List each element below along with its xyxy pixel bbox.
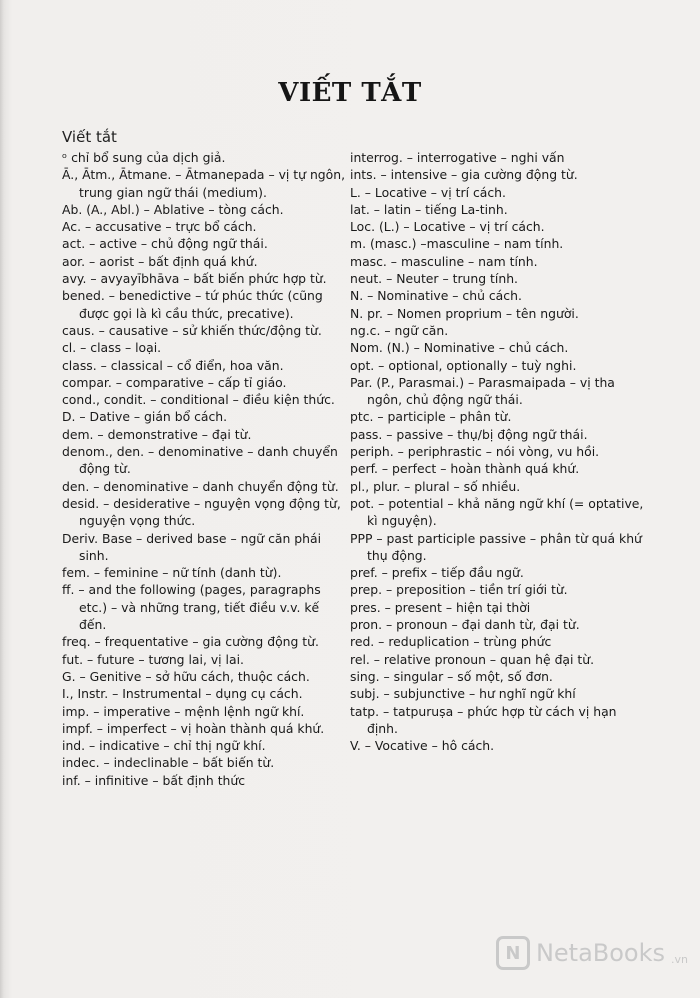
abbreviation-entry: N. – Nominative – chủ cách. bbox=[350, 288, 522, 304]
abbreviation-entry: imp. – imperative – mệnh lệnh ngữ khí. bbox=[62, 703, 305, 719]
abbreviation-entry: neut. – Neuter – trung tính. bbox=[350, 271, 518, 287]
abbreviation-entry: sing. – singular – số một, số đơn. bbox=[350, 668, 553, 684]
abbreviation-entry: opt. – optional, optionally – tuỳ nghi. bbox=[350, 357, 577, 373]
abbreviation-entry: Ac. – accusative – trực bổ cách. bbox=[62, 219, 257, 235]
abbreviation-entry: red. – reduplication – trùng phức bbox=[350, 634, 552, 650]
abbreviation-entry: inf. – infinitive – bất định thức bbox=[62, 772, 246, 788]
abbreviation-entry: desid. – desiderative – nguyện vọng động từ, nguyện vọng thức. bbox=[62, 495, 341, 529]
abbreviation-entry: pref. – prefix – tiếp đầu ngữ. bbox=[350, 565, 524, 581]
abbreviation-entry: pres. – present – hiện tại thời bbox=[350, 599, 531, 615]
abbreviation-entry: masc. – masculine – nam tính. bbox=[350, 253, 538, 269]
abbreviation-entry: den. – denominative – danh chuyển động từ. bbox=[62, 478, 339, 494]
abbreviation-entry: ng.c. – ngữ căn. bbox=[350, 322, 449, 338]
abbreviation-entry: cond., condit. – conditional – điều kiện thức. bbox=[62, 392, 335, 408]
abbreviation-entry: pl., plur. – plural – số nhiều. bbox=[350, 478, 521, 494]
watermark-suffix: .vn bbox=[671, 953, 688, 966]
abbreviation-entry: m. (masc.) –masculine – nam tính. bbox=[350, 236, 564, 252]
netabooks-logo-icon: N bbox=[496, 936, 530, 970]
abbreviation-entry: indec. – indeclinable – bất biến từ. bbox=[62, 755, 275, 771]
abbreviation-entry: periph. – periphrastic – nói vòng, vu hồi. bbox=[350, 444, 600, 460]
abbreviation-entry: V. – Vocative – hô cách. bbox=[350, 738, 495, 754]
abbreviation-entry: act. – active – chủ động ngữ thái. bbox=[62, 236, 268, 252]
watermark-brand: NetaBooks bbox=[535, 939, 666, 967]
abbreviation-entry: prep. – preposition – tiền trí giới từ. bbox=[350, 582, 568, 598]
abbreviation-entry: avy. – avyayībhāva – bất biến phức hợp từ. bbox=[62, 271, 327, 287]
abbreviation-entry: Nom. (N.) – Nominative – chủ cách. bbox=[350, 340, 569, 356]
abbreviation-entry: Par. (P., Parasmai.) – Parasmaipada – vị tha ngôn, chủ động ngữ thái. bbox=[350, 374, 615, 408]
abbreviation-list-left bbox=[62, 149, 347, 789]
abbreviation-entry: fem. – feminine – nữ tính (danh từ). bbox=[62, 565, 282, 581]
abbreviation-entry: D. – Dative – gián bổ cách. bbox=[62, 409, 228, 425]
page-title: VIẾT TẮT bbox=[278, 78, 422, 108]
abbreviation-entry: ptc. – participle – phân từ. bbox=[350, 409, 512, 425]
abbreviation-entry: Deriv. Base – derived base – ngữ căn phái sinh. bbox=[62, 530, 322, 563]
abbreviation-entry: class. – classical – cổ điển, hoa văn. bbox=[62, 357, 284, 373]
abbreviation-entry: aor. – aorist – bất định quá khứ. bbox=[62, 253, 258, 269]
abbreviation-entry: pot. – potential – khả năng ngữ khí (= optative, kì nguyện). bbox=[350, 495, 644, 529]
watermark bbox=[496, 936, 688, 970]
abbreviation-entry: subj. – subjunctive – hư nghĩ ngữ khí bbox=[350, 686, 576, 702]
abbreviation-entry: N. pr. – Nomen proprium – tên người. bbox=[350, 305, 579, 321]
abbreviation-entry: ᵒ chỉ bổ sung của dịch giả. bbox=[62, 150, 226, 165]
abbreviation-entry: cl. – class – loại. bbox=[62, 340, 162, 356]
abbreviation-entry: Ab. (A., Abl.) – Ablative – tòng cách. bbox=[62, 201, 284, 217]
abbreviation-entry: rel. – relative pronoun – quan hệ đại từ. bbox=[350, 651, 595, 667]
abbreviation-entry: lat. – latin – tiếng La-tinh. bbox=[350, 201, 508, 217]
abbreviation-entry: caus. – causative – sử khiến thức/động từ. bbox=[62, 322, 322, 338]
abbreviation-entry: PPP – past participle passive – phân từ quá khứ thụ động. bbox=[350, 530, 642, 563]
abbreviation-entry: interrog. – interrogative – nghi vấn bbox=[350, 150, 565, 165]
abbreviation-entry: fut. – future – tương lai, vị lai. bbox=[62, 651, 244, 667]
abbreviation-entry: tatp. – tatpuruṣa – phức hợp từ cách vị hạn định. bbox=[350, 703, 617, 736]
abbreviation-entry: Loc. (L.) – Locative – vị trí cách. bbox=[350, 219, 545, 235]
abbreviation-entry: perf. – perfect – hoàn thành quá khứ. bbox=[350, 461, 580, 477]
abbreviation-entry: ff. – and the following (pages, paragraphs etc.) – và những trang, tiết điều v.v. kế đến. bbox=[62, 582, 321, 633]
abbreviation-entry: dem. – demonstrative – đại từ. bbox=[62, 426, 252, 442]
abbreviation-list-right bbox=[350, 149, 650, 754]
abbreviation-entry: impf. – imperfect – vị hoàn thành quá khứ. bbox=[62, 720, 325, 736]
abbreviation-entry: ind. – indicative – chỉ thị ngữ khí. bbox=[62, 738, 266, 754]
abbreviation-entry: ints. – intensive – gia cường động từ. bbox=[350, 167, 578, 183]
abbreviation-entry: pass. – passive – thụ/bị động ngữ thái. bbox=[350, 426, 588, 442]
abbreviation-entry: bened. – benedictive – tứ phúc thức (cũng được gọi là kì cầu thức, precative). bbox=[62, 288, 323, 321]
abbreviation-entry: I., Instr. – Instrumental – dụng cụ cách. bbox=[62, 686, 303, 702]
abbreviation-entry: L. – Locative – vị trí cách. bbox=[350, 184, 506, 200]
section-heading: Viết tắt bbox=[62, 128, 117, 146]
abbreviation-entry: Ā., Ātm., Ātmane. – Ātmanepada – vị tự ngôn, trung gian ngữ thái (medium). bbox=[62, 167, 346, 200]
abbreviation-entry: pron. – pronoun – đại danh từ, đại từ. bbox=[350, 617, 580, 633]
abbreviation-entry: denom., den. – denominative – danh chuyển động từ. bbox=[62, 444, 338, 477]
abbreviation-entry: compar. – comparative – cấp tỉ giáo. bbox=[62, 374, 287, 390]
abbreviation-entry: freq. – frequentative – gia cường động từ. bbox=[62, 634, 319, 650]
abbreviation-entry: G. – Genitive – sở hữu cách, thuộc cách. bbox=[62, 668, 310, 684]
